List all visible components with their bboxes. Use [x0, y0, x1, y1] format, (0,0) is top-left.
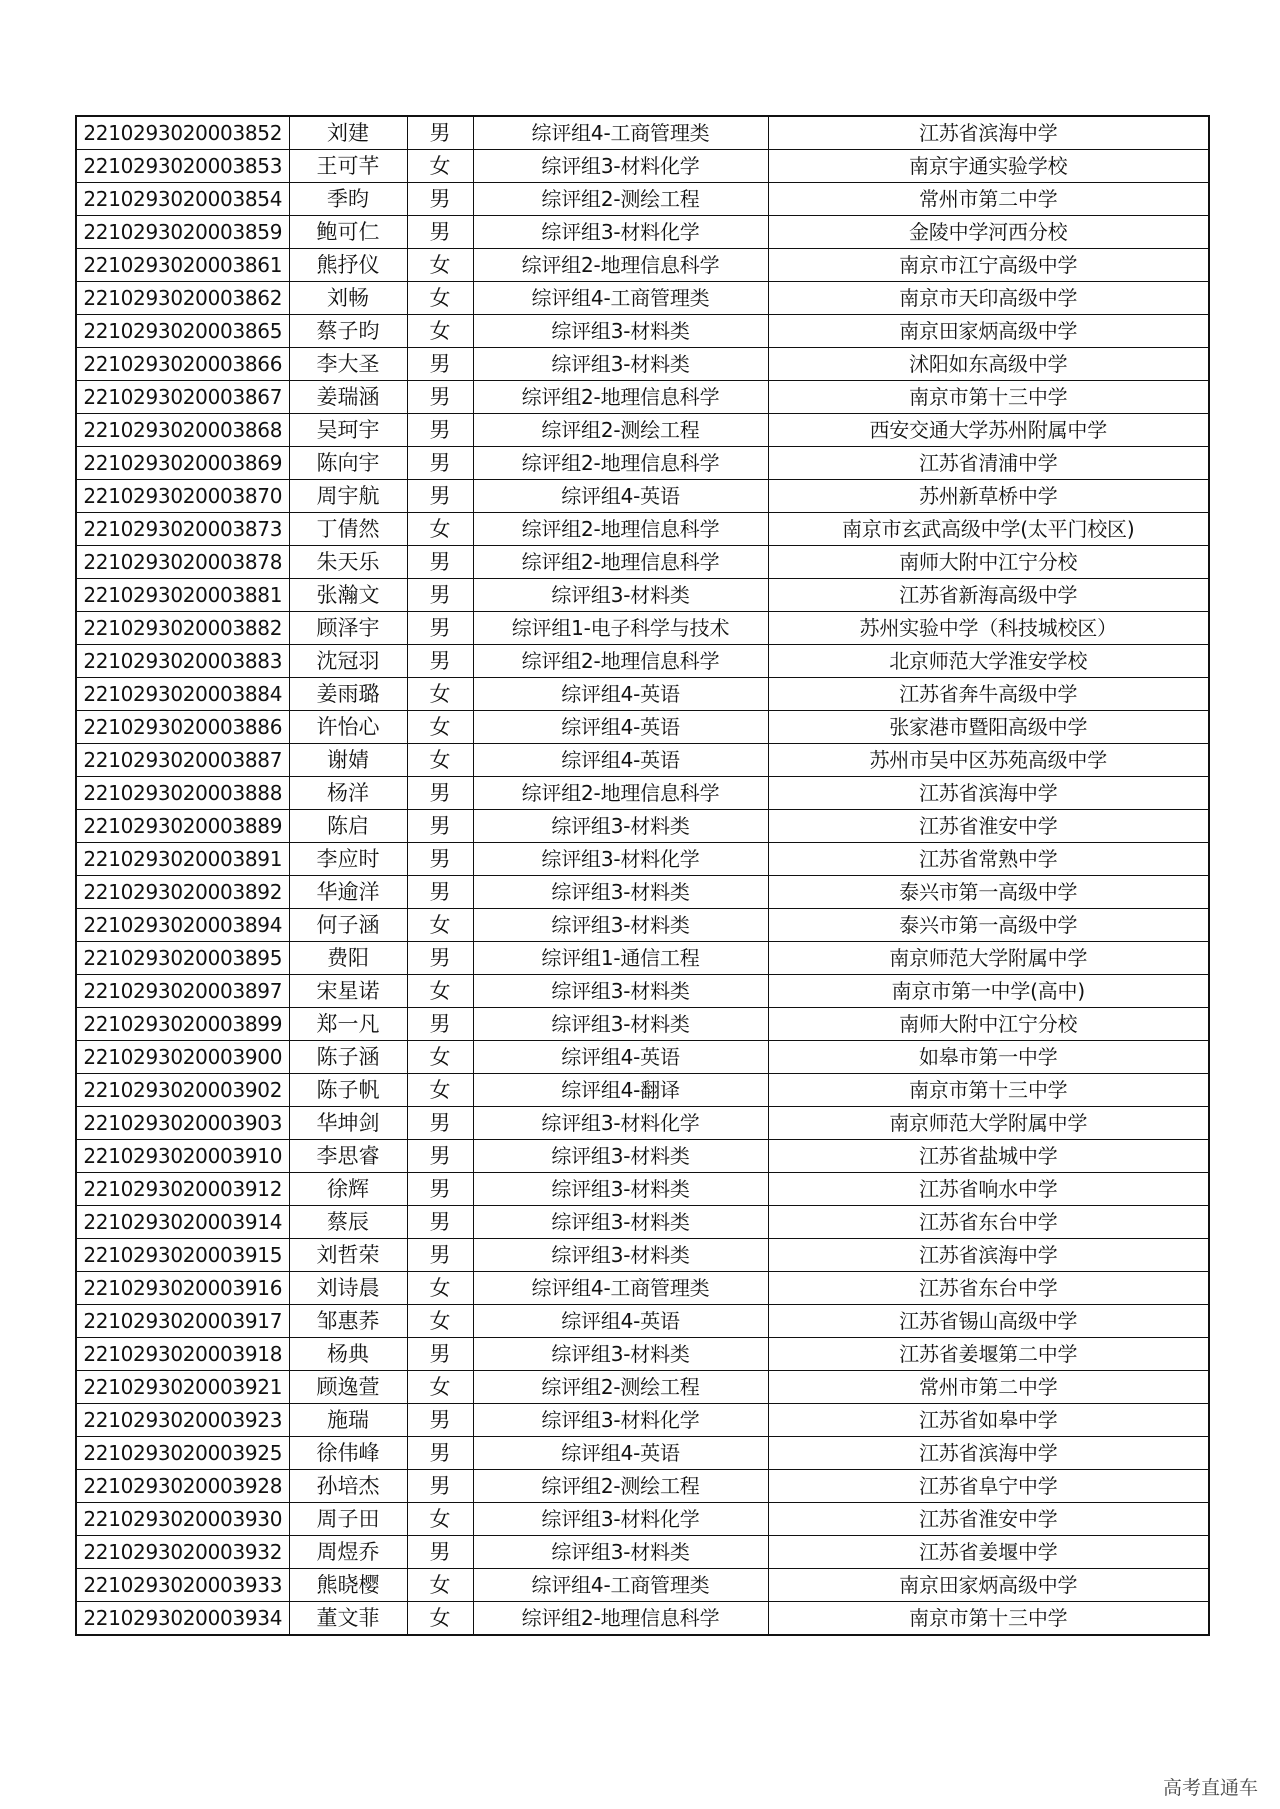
- exam-id-cell: 2210293020003928: [76, 1470, 289, 1503]
- group-major-cell: 综评组3-材料类: [473, 1140, 768, 1173]
- roster-body: [76, 116, 1209, 1635]
- gender-cell: 男: [407, 1338, 473, 1371]
- gender-cell: 男: [407, 348, 473, 381]
- exam-id-cell: 2210293020003852: [76, 116, 289, 150]
- school-cell: 江苏省滨海中学: [768, 1239, 1209, 1272]
- exam-id-cell: 2210293020003889: [76, 810, 289, 843]
- gender-cell: 男: [407, 1173, 473, 1206]
- gender-cell: 女: [407, 1371, 473, 1404]
- exam-id-cell: 2210293020003881: [76, 579, 289, 612]
- student-name-cell: 施瑞: [289, 1404, 407, 1437]
- exam-id-cell: 2210293020003884: [76, 678, 289, 711]
- exam-id-cell: 2210293020003870: [76, 480, 289, 513]
- exam-id-cell: 2210293020003912: [76, 1173, 289, 1206]
- table-row: [76, 513, 1209, 546]
- exam-id-cell: 2210293020003916: [76, 1272, 289, 1305]
- gender-cell: 男: [407, 777, 473, 810]
- student-name-cell: 张瀚文: [289, 579, 407, 612]
- school-cell: 南京市第十三中学: [768, 1074, 1209, 1107]
- table-row: [76, 116, 1209, 150]
- gender-cell: 男: [407, 1404, 473, 1437]
- exam-id-cell: 2210293020003923: [76, 1404, 289, 1437]
- group-major-cell: 综评组4-英语: [473, 678, 768, 711]
- gender-cell: 女: [407, 282, 473, 315]
- table-row: [76, 711, 1209, 744]
- exam-id-cell: 2210293020003886: [76, 711, 289, 744]
- group-major-cell: 综评组4-英语: [473, 480, 768, 513]
- table-row: [76, 1173, 1209, 1206]
- group-major-cell: 综评组3-材料类: [473, 579, 768, 612]
- group-major-cell: 综评组4-英语: [473, 1041, 768, 1074]
- exam-id-cell: 2210293020003915: [76, 1239, 289, 1272]
- table-row: [76, 348, 1209, 381]
- group-major-cell: 综评组3-材料化学: [473, 1503, 768, 1536]
- table-row: [76, 381, 1209, 414]
- student-name-cell: 李应时: [289, 843, 407, 876]
- group-major-cell: 综评组2-地理信息科学: [473, 249, 768, 282]
- table-row: [76, 1536, 1209, 1569]
- group-major-cell: 综评组4-英语: [473, 1437, 768, 1470]
- group-major-cell: 综评组2-地理信息科学: [473, 777, 768, 810]
- group-major-cell: 综评组3-材料类: [473, 1206, 768, 1239]
- exam-id-cell: 2210293020003900: [76, 1041, 289, 1074]
- school-cell: 江苏省阜宁中学: [768, 1470, 1209, 1503]
- gender-cell: 女: [407, 678, 473, 711]
- group-major-cell: 综评组1-通信工程: [473, 942, 768, 975]
- student-name-cell: 李大圣: [289, 348, 407, 381]
- student-name-cell: 宋星诺: [289, 975, 407, 1008]
- school-cell: 江苏省东台中学: [768, 1272, 1209, 1305]
- student-name-cell: 杨典: [289, 1338, 407, 1371]
- student-name-cell: 刘诗晨: [289, 1272, 407, 1305]
- table-row: [76, 1338, 1209, 1371]
- table-row: [76, 1602, 1209, 1636]
- group-major-cell: 综评组2-测绘工程: [473, 414, 768, 447]
- school-cell: 如皋市第一中学: [768, 1041, 1209, 1074]
- table-row: [76, 216, 1209, 249]
- table-row: [76, 909, 1209, 942]
- exam-id-cell: 2210293020003934: [76, 1602, 289, 1636]
- group-major-cell: 综评组3-材料化学: [473, 150, 768, 183]
- exam-id-cell: 2210293020003932: [76, 1536, 289, 1569]
- school-cell: 江苏省盐城中学: [768, 1140, 1209, 1173]
- exam-id-cell: 2210293020003891: [76, 843, 289, 876]
- student-name-cell: 周宇航: [289, 480, 407, 513]
- exam-id-cell: 2210293020003903: [76, 1107, 289, 1140]
- student-name-cell: 刘建: [289, 116, 407, 150]
- group-major-cell: 综评组4-工商管理类: [473, 1569, 768, 1602]
- student-name-cell: 董文菲: [289, 1602, 407, 1636]
- school-cell: 泰兴市第一高级中学: [768, 909, 1209, 942]
- gender-cell: 男: [407, 546, 473, 579]
- table-row: [76, 744, 1209, 777]
- exam-id-cell: 2210293020003892: [76, 876, 289, 909]
- table-row: [76, 414, 1209, 447]
- group-major-cell: 综评组3-材料化学: [473, 843, 768, 876]
- student-name-cell: 徐伟峰: [289, 1437, 407, 1470]
- exam-id-cell: 2210293020003895: [76, 942, 289, 975]
- group-major-cell: 综评组3-材料类: [473, 1536, 768, 1569]
- gender-cell: 男: [407, 942, 473, 975]
- gender-cell: 男: [407, 843, 473, 876]
- gender-cell: 男: [407, 1107, 473, 1140]
- school-cell: 江苏省响水中学: [768, 1173, 1209, 1206]
- school-cell: 江苏省姜堰第二中学: [768, 1338, 1209, 1371]
- group-major-cell: 综评组4-工商管理类: [473, 282, 768, 315]
- student-name-cell: 陈子帆: [289, 1074, 407, 1107]
- gender-cell: 男: [407, 645, 473, 678]
- group-major-cell: 综评组3-材料类: [473, 1173, 768, 1206]
- group-major-cell: 综评组4-英语: [473, 1305, 768, 1338]
- group-major-cell: 综评组3-材料类: [473, 810, 768, 843]
- table-row: [76, 480, 1209, 513]
- exam-id-cell: 2210293020003917: [76, 1305, 289, 1338]
- gender-cell: 女: [407, 711, 473, 744]
- table-row: [76, 579, 1209, 612]
- school-cell: 江苏省如皋中学: [768, 1404, 1209, 1437]
- student-name-cell: 陈向宇: [289, 447, 407, 480]
- student-name-cell: 谢婧: [289, 744, 407, 777]
- school-cell: 沭阳如东高级中学: [768, 348, 1209, 381]
- gender-cell: 女: [407, 1569, 473, 1602]
- group-major-cell: 综评组2-测绘工程: [473, 1470, 768, 1503]
- gender-cell: 男: [407, 381, 473, 414]
- table-row: [76, 1041, 1209, 1074]
- table-row: [76, 1503, 1209, 1536]
- table-row: [76, 1404, 1209, 1437]
- school-cell: 江苏省滨海中学: [768, 777, 1209, 810]
- table-row: [76, 1074, 1209, 1107]
- table-row: [76, 1569, 1209, 1602]
- group-major-cell: 综评组4-英语: [473, 711, 768, 744]
- table-row: [76, 315, 1209, 348]
- school-cell: 南京市江宁高级中学: [768, 249, 1209, 282]
- group-major-cell: 综评组3-材料类: [473, 1008, 768, 1041]
- student-name-cell: 刘畅: [289, 282, 407, 315]
- gender-cell: 女: [407, 1305, 473, 1338]
- student-name-cell: 顾逸萱: [289, 1371, 407, 1404]
- student-name-cell: 郑一凡: [289, 1008, 407, 1041]
- school-cell: 南京市第十三中学: [768, 1602, 1209, 1636]
- school-cell: 江苏省东台中学: [768, 1206, 1209, 1239]
- table-row: [76, 645, 1209, 678]
- table-row: [76, 1140, 1209, 1173]
- gender-cell: 女: [407, 909, 473, 942]
- exam-id-cell: 2210293020003865: [76, 315, 289, 348]
- school-cell: 江苏省新海高级中学: [768, 579, 1209, 612]
- group-major-cell: 综评组3-材料类: [473, 876, 768, 909]
- school-cell: 苏州实验中学（科技城校区）: [768, 612, 1209, 645]
- gender-cell: 女: [407, 1503, 473, 1536]
- table-row: [76, 1305, 1209, 1338]
- student-name-cell: 丁倩然: [289, 513, 407, 546]
- school-cell: 南京师范大学附属中学: [768, 1107, 1209, 1140]
- student-name-cell: 顾泽宇: [289, 612, 407, 645]
- group-major-cell: 综评组4-英语: [473, 744, 768, 777]
- gender-cell: 女: [407, 1602, 473, 1636]
- table-row: [76, 1206, 1209, 1239]
- student-name-cell: 熊抒仪: [289, 249, 407, 282]
- student-name-cell: 朱天乐: [289, 546, 407, 579]
- table-row: [76, 282, 1209, 315]
- gender-cell: 女: [407, 150, 473, 183]
- gender-cell: 男: [407, 1470, 473, 1503]
- exam-id-cell: 2210293020003888: [76, 777, 289, 810]
- school-cell: 江苏省奔牛高级中学: [768, 678, 1209, 711]
- gender-cell: 男: [407, 1239, 473, 1272]
- gender-cell: 男: [407, 876, 473, 909]
- school-cell: 西安交通大学苏州附属中学: [768, 414, 1209, 447]
- school-cell: 南京师范大学附属中学: [768, 942, 1209, 975]
- gender-cell: 男: [407, 579, 473, 612]
- exam-id-cell: 2210293020003887: [76, 744, 289, 777]
- gender-cell: 男: [407, 1536, 473, 1569]
- student-name-cell: 蔡辰: [289, 1206, 407, 1239]
- table-row: [76, 447, 1209, 480]
- table-row: [76, 942, 1209, 975]
- table-row: [76, 546, 1209, 579]
- student-name-cell: 杨洋: [289, 777, 407, 810]
- student-name-cell: 何子涵: [289, 909, 407, 942]
- table-row: [76, 150, 1209, 183]
- student-name-cell: 周煜乔: [289, 1536, 407, 1569]
- exam-id-cell: 2210293020003925: [76, 1437, 289, 1470]
- table-row: [76, 1008, 1209, 1041]
- group-major-cell: 综评组2-地理信息科学: [473, 381, 768, 414]
- gender-cell: 男: [407, 447, 473, 480]
- exam-id-cell: 2210293020003853: [76, 150, 289, 183]
- table-row: [76, 843, 1209, 876]
- exam-id-cell: 2210293020003921: [76, 1371, 289, 1404]
- school-cell: 南京田家炳高级中学: [768, 315, 1209, 348]
- student-name-cell: 陈启: [289, 810, 407, 843]
- school-cell: 南师大附中江宁分校: [768, 546, 1209, 579]
- table-row: [76, 1371, 1209, 1404]
- school-cell: 江苏省滨海中学: [768, 1437, 1209, 1470]
- gender-cell: 男: [407, 183, 473, 216]
- student-name-cell: 季昀: [289, 183, 407, 216]
- school-cell: 张家港市暨阳高级中学: [768, 711, 1209, 744]
- table-row: [76, 249, 1209, 282]
- school-cell: 南京市玄武高级中学(太平门校区): [768, 513, 1209, 546]
- school-cell: 北京师范大学淮安学校: [768, 645, 1209, 678]
- group-major-cell: 综评组2-测绘工程: [473, 1371, 768, 1404]
- gender-cell: 男: [407, 216, 473, 249]
- gender-cell: 男: [407, 116, 473, 150]
- gender-cell: 男: [407, 1206, 473, 1239]
- exam-id-cell: 2210293020003854: [76, 183, 289, 216]
- exam-id-cell: 2210293020003897: [76, 975, 289, 1008]
- school-cell: 南京宇通实验学校: [768, 150, 1209, 183]
- table-row: [76, 1272, 1209, 1305]
- school-cell: 常州市第二中学: [768, 183, 1209, 216]
- gender-cell: 女: [407, 744, 473, 777]
- school-cell: 江苏省滨海中学: [768, 116, 1209, 150]
- watermark-text: 高考直通车: [1162, 1777, 1258, 1799]
- table-row: [76, 1437, 1209, 1470]
- student-name-cell: 邹惠荞: [289, 1305, 407, 1338]
- gender-cell: 女: [407, 1272, 473, 1305]
- student-name-cell: 吴珂宇: [289, 414, 407, 447]
- exam-id-cell: 2210293020003910: [76, 1140, 289, 1173]
- school-cell: 金陵中学河西分校: [768, 216, 1209, 249]
- exam-id-cell: 2210293020003930: [76, 1503, 289, 1536]
- exam-id-cell: 2210293020003902: [76, 1074, 289, 1107]
- exam-id-cell: 2210293020003878: [76, 546, 289, 579]
- group-major-cell: 综评组3-材料类: [473, 348, 768, 381]
- gender-cell: 女: [407, 1074, 473, 1107]
- table-row: [76, 1107, 1209, 1140]
- student-name-cell: 孙培杰: [289, 1470, 407, 1503]
- gender-cell: 男: [407, 480, 473, 513]
- school-cell: 苏州新草桥中学: [768, 480, 1209, 513]
- student-name-cell: 姜瑞涵: [289, 381, 407, 414]
- student-name-cell: 蔡子昀: [289, 315, 407, 348]
- table-row: [76, 183, 1209, 216]
- group-major-cell: 综评组4-工商管理类: [473, 1272, 768, 1305]
- group-major-cell: 综评组3-材料类: [473, 1239, 768, 1272]
- exam-id-cell: 2210293020003867: [76, 381, 289, 414]
- group-major-cell: 综评组2-测绘工程: [473, 183, 768, 216]
- gender-cell: 男: [407, 1140, 473, 1173]
- exam-id-cell: 2210293020003862: [76, 282, 289, 315]
- school-cell: 南京市第十三中学: [768, 381, 1209, 414]
- school-cell: 南京市天印高级中学: [768, 282, 1209, 315]
- gender-cell: 女: [407, 975, 473, 1008]
- exam-id-cell: 2210293020003861: [76, 249, 289, 282]
- student-name-cell: 王可芊: [289, 150, 407, 183]
- student-name-cell: 华坤剑: [289, 1107, 407, 1140]
- roster-table: [75, 115, 1210, 1636]
- group-major-cell: 综评组4-翻译: [473, 1074, 768, 1107]
- group-major-cell: 综评组3-材料类: [473, 315, 768, 348]
- gender-cell: 男: [407, 414, 473, 447]
- table-row: [76, 876, 1209, 909]
- school-cell: 常州市第二中学: [768, 1371, 1209, 1404]
- exam-id-cell: 2210293020003899: [76, 1008, 289, 1041]
- school-cell: 苏州市吴中区苏苑高级中学: [768, 744, 1209, 777]
- exam-id-cell: 2210293020003859: [76, 216, 289, 249]
- student-name-cell: 李思睿: [289, 1140, 407, 1173]
- student-name-cell: 周子田: [289, 1503, 407, 1536]
- gender-cell: 男: [407, 810, 473, 843]
- exam-id-cell: 2210293020003873: [76, 513, 289, 546]
- school-cell: 南京田家炳高级中学: [768, 1569, 1209, 1602]
- table-row: [76, 612, 1209, 645]
- table-row: [76, 678, 1209, 711]
- gender-cell: 男: [407, 612, 473, 645]
- student-name-cell: 许怡心: [289, 711, 407, 744]
- group-major-cell: 综评组3-材料化学: [473, 1404, 768, 1437]
- exam-id-cell: 2210293020003894: [76, 909, 289, 942]
- student-name-cell: 徐辉: [289, 1173, 407, 1206]
- exam-id-cell: 2210293020003883: [76, 645, 289, 678]
- student-name-cell: 华逾洋: [289, 876, 407, 909]
- student-name-cell: 姜雨璐: [289, 678, 407, 711]
- school-cell: 江苏省姜堰中学: [768, 1536, 1209, 1569]
- group-major-cell: 综评组3-材料化学: [473, 1107, 768, 1140]
- student-name-cell: 鲍可仁: [289, 216, 407, 249]
- student-name-cell: 陈子涵: [289, 1041, 407, 1074]
- group-major-cell: 综评组2-地理信息科学: [473, 546, 768, 579]
- school-cell: 南京市第一中学(高中): [768, 975, 1209, 1008]
- school-cell: 江苏省常熟中学: [768, 843, 1209, 876]
- school-cell: 泰兴市第一高级中学: [768, 876, 1209, 909]
- table-row: [76, 810, 1209, 843]
- student-name-cell: 沈冠羽: [289, 645, 407, 678]
- student-name-cell: 熊晓樱: [289, 1569, 407, 1602]
- school-cell: 江苏省锡山高级中学: [768, 1305, 1209, 1338]
- gender-cell: 男: [407, 1008, 473, 1041]
- exam-id-cell: 2210293020003914: [76, 1206, 289, 1239]
- group-major-cell: 综评组2-地理信息科学: [473, 447, 768, 480]
- group-major-cell: 综评组4-工商管理类: [473, 116, 768, 150]
- table-row: [76, 1239, 1209, 1272]
- school-cell: 江苏省淮安中学: [768, 1503, 1209, 1536]
- group-major-cell: 综评组3-材料类: [473, 1338, 768, 1371]
- student-name-cell: 刘哲荣: [289, 1239, 407, 1272]
- exam-id-cell: 2210293020003868: [76, 414, 289, 447]
- school-cell: 江苏省淮安中学: [768, 810, 1209, 843]
- gender-cell: 男: [407, 1437, 473, 1470]
- group-major-cell: 综评组3-材料类: [473, 909, 768, 942]
- gender-cell: 女: [407, 513, 473, 546]
- group-major-cell: 综评组2-地理信息科学: [473, 645, 768, 678]
- table-row: [76, 1470, 1209, 1503]
- exam-id-cell: 2210293020003869: [76, 447, 289, 480]
- group-major-cell: 综评组1-电子科学与技术: [473, 612, 768, 645]
- exam-id-cell: 2210293020003918: [76, 1338, 289, 1371]
- gender-cell: 女: [407, 249, 473, 282]
- exam-id-cell: 2210293020003866: [76, 348, 289, 381]
- school-cell: 江苏省清浦中学: [768, 447, 1209, 480]
- group-major-cell: 综评组3-材料化学: [473, 216, 768, 249]
- group-major-cell: 综评组3-材料类: [473, 975, 768, 1008]
- table-row: [76, 975, 1209, 1008]
- gender-cell: 女: [407, 315, 473, 348]
- group-major-cell: 综评组2-地理信息科学: [473, 513, 768, 546]
- student-name-cell: 费阳: [289, 942, 407, 975]
- school-cell: 南师大附中江宁分校: [768, 1008, 1209, 1041]
- exam-id-cell: 2210293020003882: [76, 612, 289, 645]
- group-major-cell: 综评组2-地理信息科学: [473, 1602, 768, 1636]
- gender-cell: 女: [407, 1041, 473, 1074]
- table-row: [76, 777, 1209, 810]
- exam-id-cell: 2210293020003933: [76, 1569, 289, 1602]
